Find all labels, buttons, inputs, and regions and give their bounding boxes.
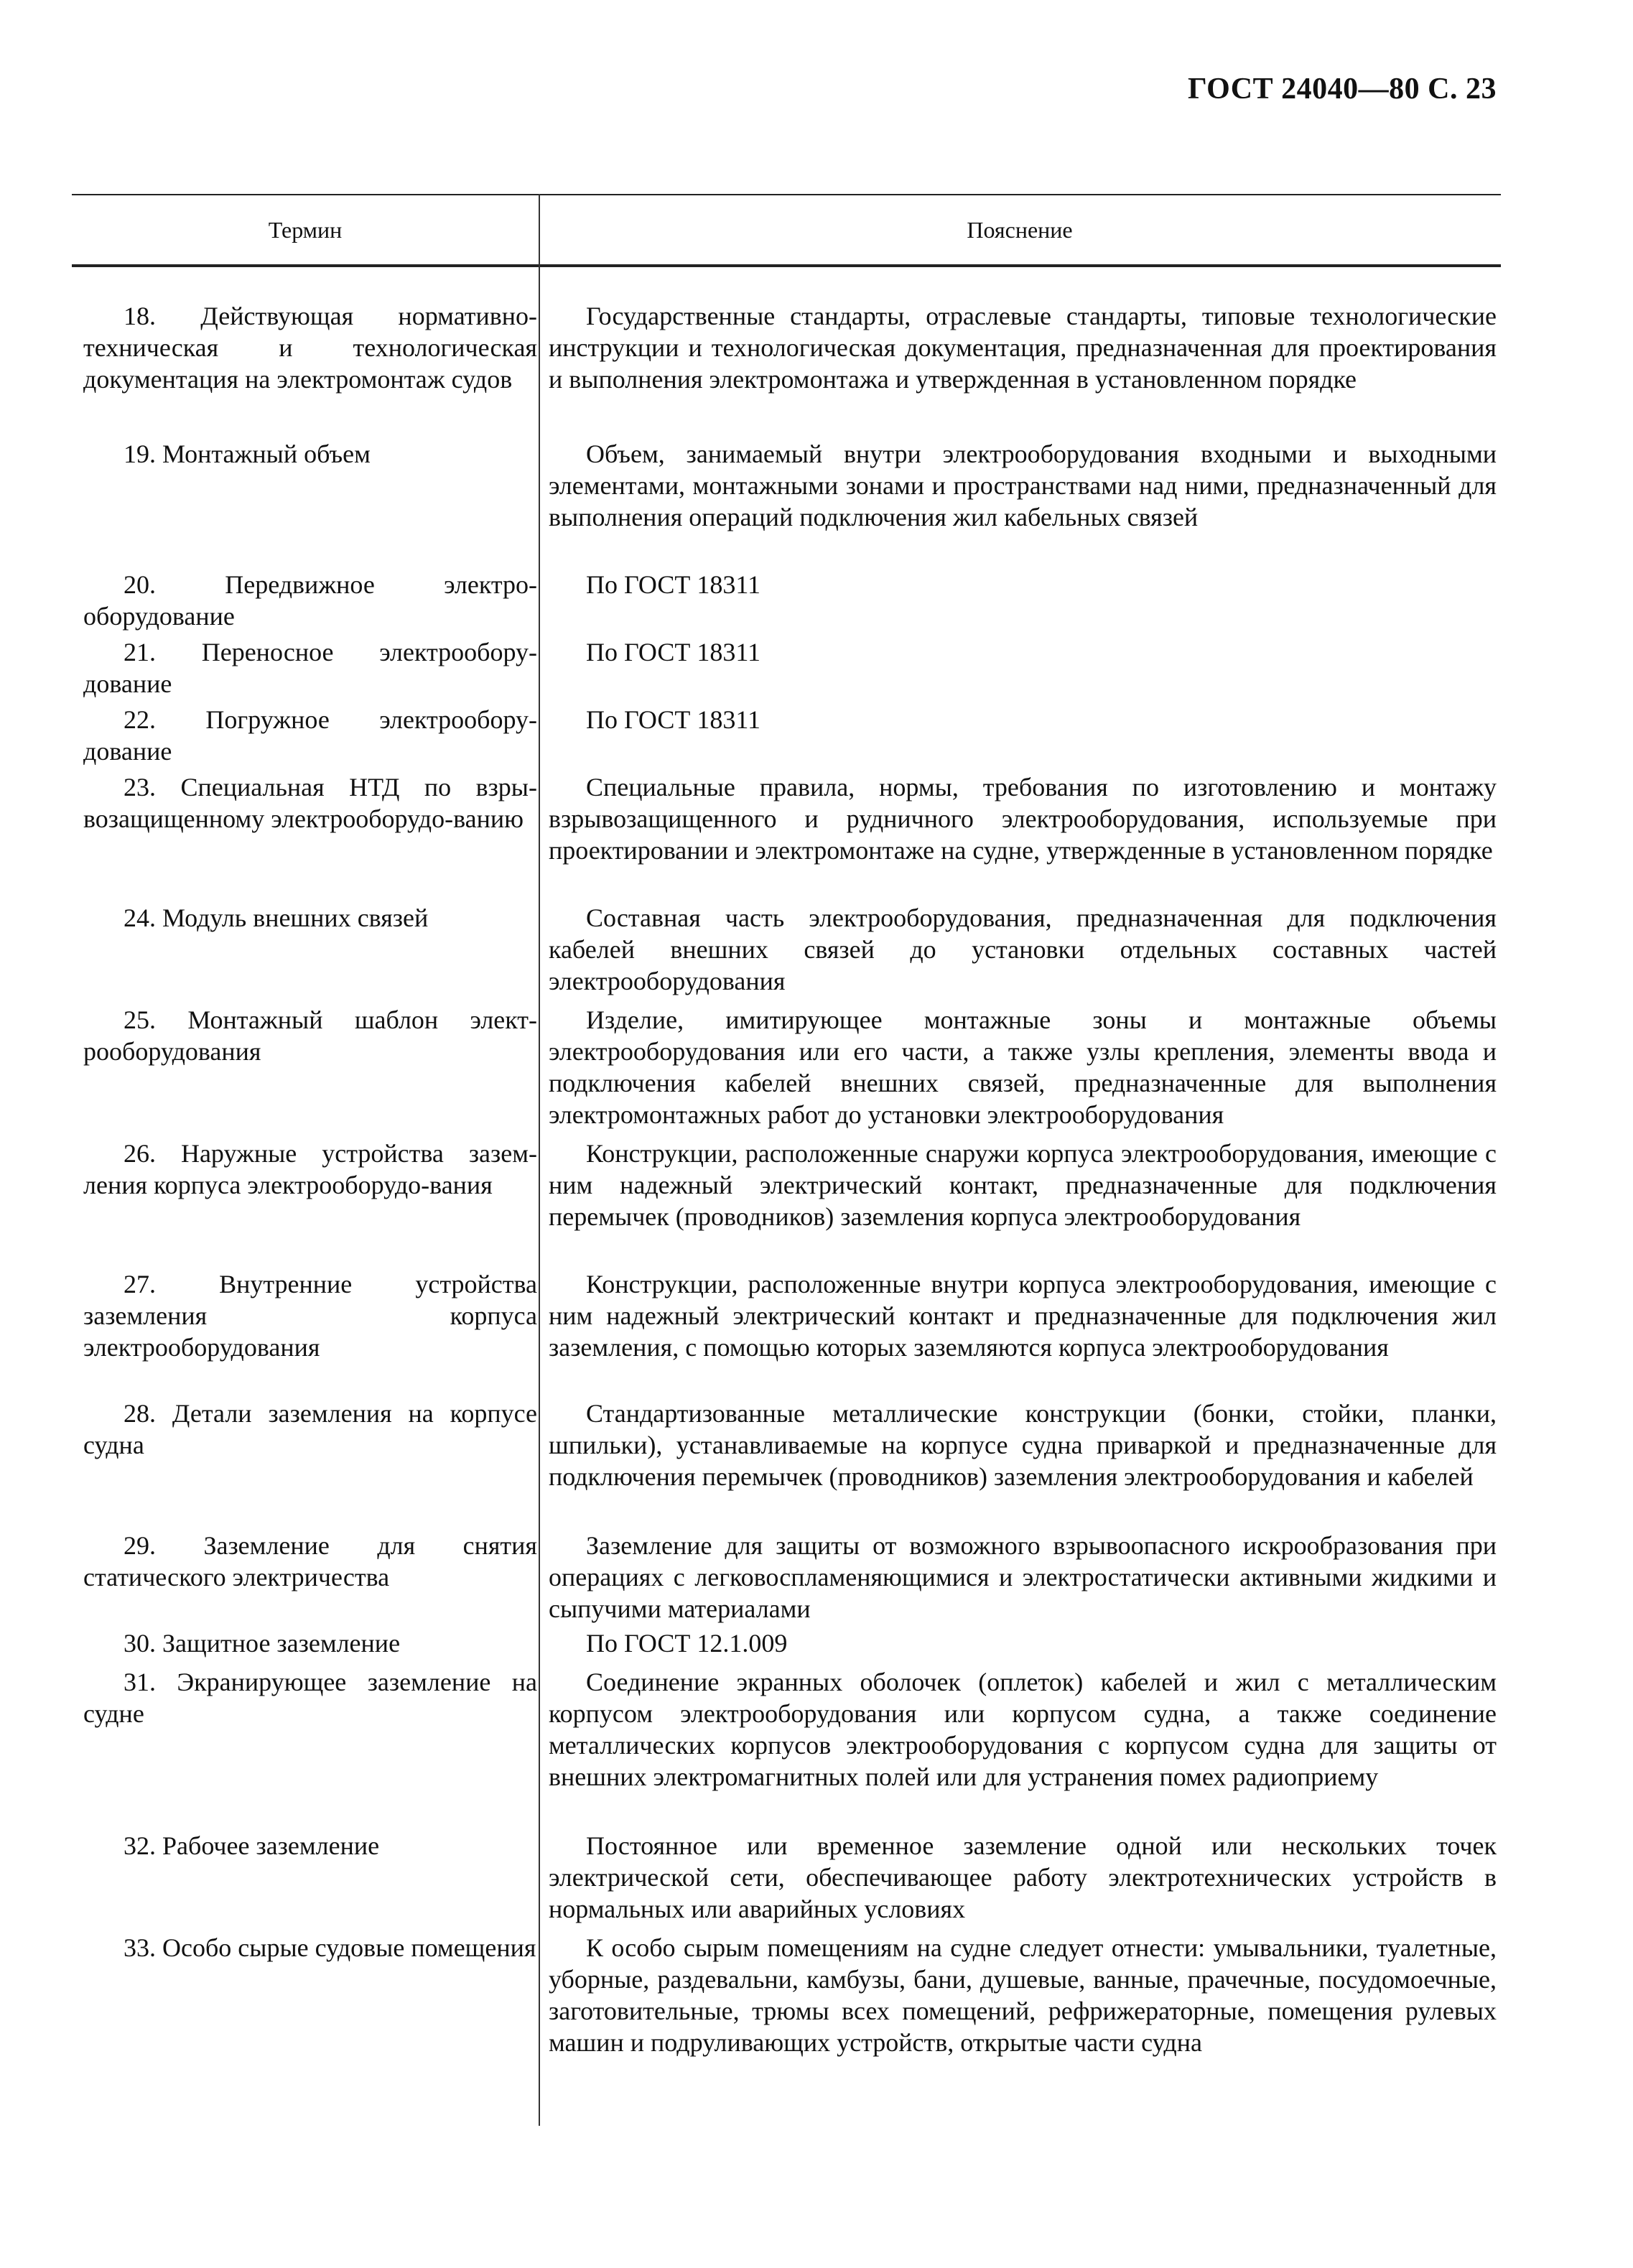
term-cell: 28. Детали заземления на корпусе судна [83, 1399, 537, 1459]
term-cell: 32. Рабочее заземление [124, 1831, 380, 1860]
column-header-term: Термин [268, 217, 343, 243]
explanation-cell: Заземление для защиты от возможного взрывоопасного искрообразования при операциях с легковоспламеняющимися и электростатически активными жидкими и сыпучими материалами [549, 1531, 1497, 1623]
column-divider [539, 194, 540, 2126]
term-cell: 25. Монтажный шаблон элект-рооборудования [83, 1005, 537, 1066]
explanation-cell: К особо сырым помещениям на судне следует отнести: умывальники, туалетные, уборные, раздевальни, камбузы, бани, душевые, ванные, прачечные, посудомоечные, заготовительные, трюмы всех помещений, рефрижераторные, помещения рулевых машин и подруливающих устройств, открытые части судна [549, 1933, 1497, 2057]
term-cell: 19. Монтажный объем [124, 440, 371, 468]
table-top-rule [72, 194, 1501, 195]
explanation-cell: Соединение экранных оболочек (оплеток) кабелей и жил с металлическим корпусом электрооборудования или корпусом судна, а также соединение металлических корпусов электрооборудования с корпусом судна для защиты от внешних электромагнитных полей или для устранения помех радиоприему [549, 1668, 1497, 1791]
term-cell: 24. Модуль внешних связей [124, 903, 429, 932]
explanation-cell: Объем, занимаемый внутри электрооборудования входными и выходными элементами, монтажными зонами и пространствами над ними, предназначенный для выполнения операций подключения жил кабельных связей [549, 440, 1497, 531]
term-cell: 26. Наружные устройства зазем-ления корпуса электрооборудо-вания [83, 1139, 537, 1199]
explanation-cell: По ГОСТ 12.1.009 [586, 1629, 788, 1658]
explanation-cell: Конструкции, расположенные внутри корпуса электрооборудования, имеющие с ним надежный электрический контакт и предназначенные для подключения жил заземления, с помощью которых заземляются корпуса электрооборудования [549, 1270, 1497, 1362]
term-cell: 22. Погружное электрообору-дование [83, 705, 537, 766]
explanation-cell: Стандартизованные металлические конструкции (бонки, стойки, планки, шпильки), устанавливаемые на корпусе судна приваркой и предназначенные для подключения перемычек (проводников) заземления электрооборудования и кабелей [549, 1399, 1497, 1491]
term-cell: 21. Переносное электрообору-дование [83, 638, 537, 698]
table-header-rule [72, 264, 1501, 267]
term-cell: 23. Специальная НТД по взры-возащищенному электрооборудо-ванию [83, 773, 537, 833]
term-cell: 30. Защитное заземление [124, 1629, 401, 1658]
term-cell: 20. Передвижное электро-оборудование [83, 570, 537, 631]
explanation-cell: Специальные правила, нормы, требования по изготовлению и монтажу взрывозащищенного и рудничного электрооборудования, используемые при проектировании и электромонтаже на судне, утвержденные в установленном порядке [549, 773, 1497, 865]
explanation-cell: Изделие, имитирующее монтажные зоны и монтажные объемы электрооборудования или его части, а также узлы крепления, элементы ввода и подключения кабелей внешних связей, предназначенные для выполнения электромонтажных работ до установки электрооборудования [549, 1005, 1497, 1129]
term-cell: 18. Действующая нормативно-техническая и технологическая документация на электромонтаж судов [83, 302, 537, 394]
explanation-cell: По ГОСТ 18311 [586, 705, 761, 734]
explanation-cell: По ГОСТ 18311 [586, 638, 761, 666]
explanation-cell: По ГОСТ 18311 [586, 570, 761, 599]
term-cell: 27. Внутренние устройства заземления корпуса электрооборудования [83, 1270, 537, 1362]
table-header-row [72, 203, 1501, 264]
explanation-cell: Составная часть электрооборудования, предназначенная для подключения кабелей внешних связей до установки отдельных составных частей электрооборудования [549, 903, 1497, 995]
explanation-cell: Государственные стандарты, отраслевые стандарты, типовые технологические инструкции и технологическая документация, предназначенная для проектирования и выполнения электромонтажа и утвержденная в установленном порядке [549, 302, 1497, 394]
term-cell: 29. Заземление для снятия статического электричества [83, 1531, 537, 1591]
page-header: ГОСТ 24040—80 С. 23 [1187, 73, 1497, 106]
explanation-cell: Конструкции, расположенные снаружи корпуса электрооборудования, имеющие с ним надежный электрический контакт, предназначенные для подключения перемычек (проводников) заземления корпуса электрооборудования [549, 1139, 1497, 1231]
column-header-explanation: Пояснение [967, 217, 1073, 243]
term-cell: 33. Особо сырые судовые помещения [124, 1933, 536, 1962]
explanation-cell: Постоянное или временное заземление одной или нескольких точек электрической сети, обеспечивающее работу электротехнических устройств в нормальных или аварийных условиях [549, 1831, 1497, 1923]
term-cell: 31. Экранирующее заземление на судне [83, 1668, 537, 1728]
